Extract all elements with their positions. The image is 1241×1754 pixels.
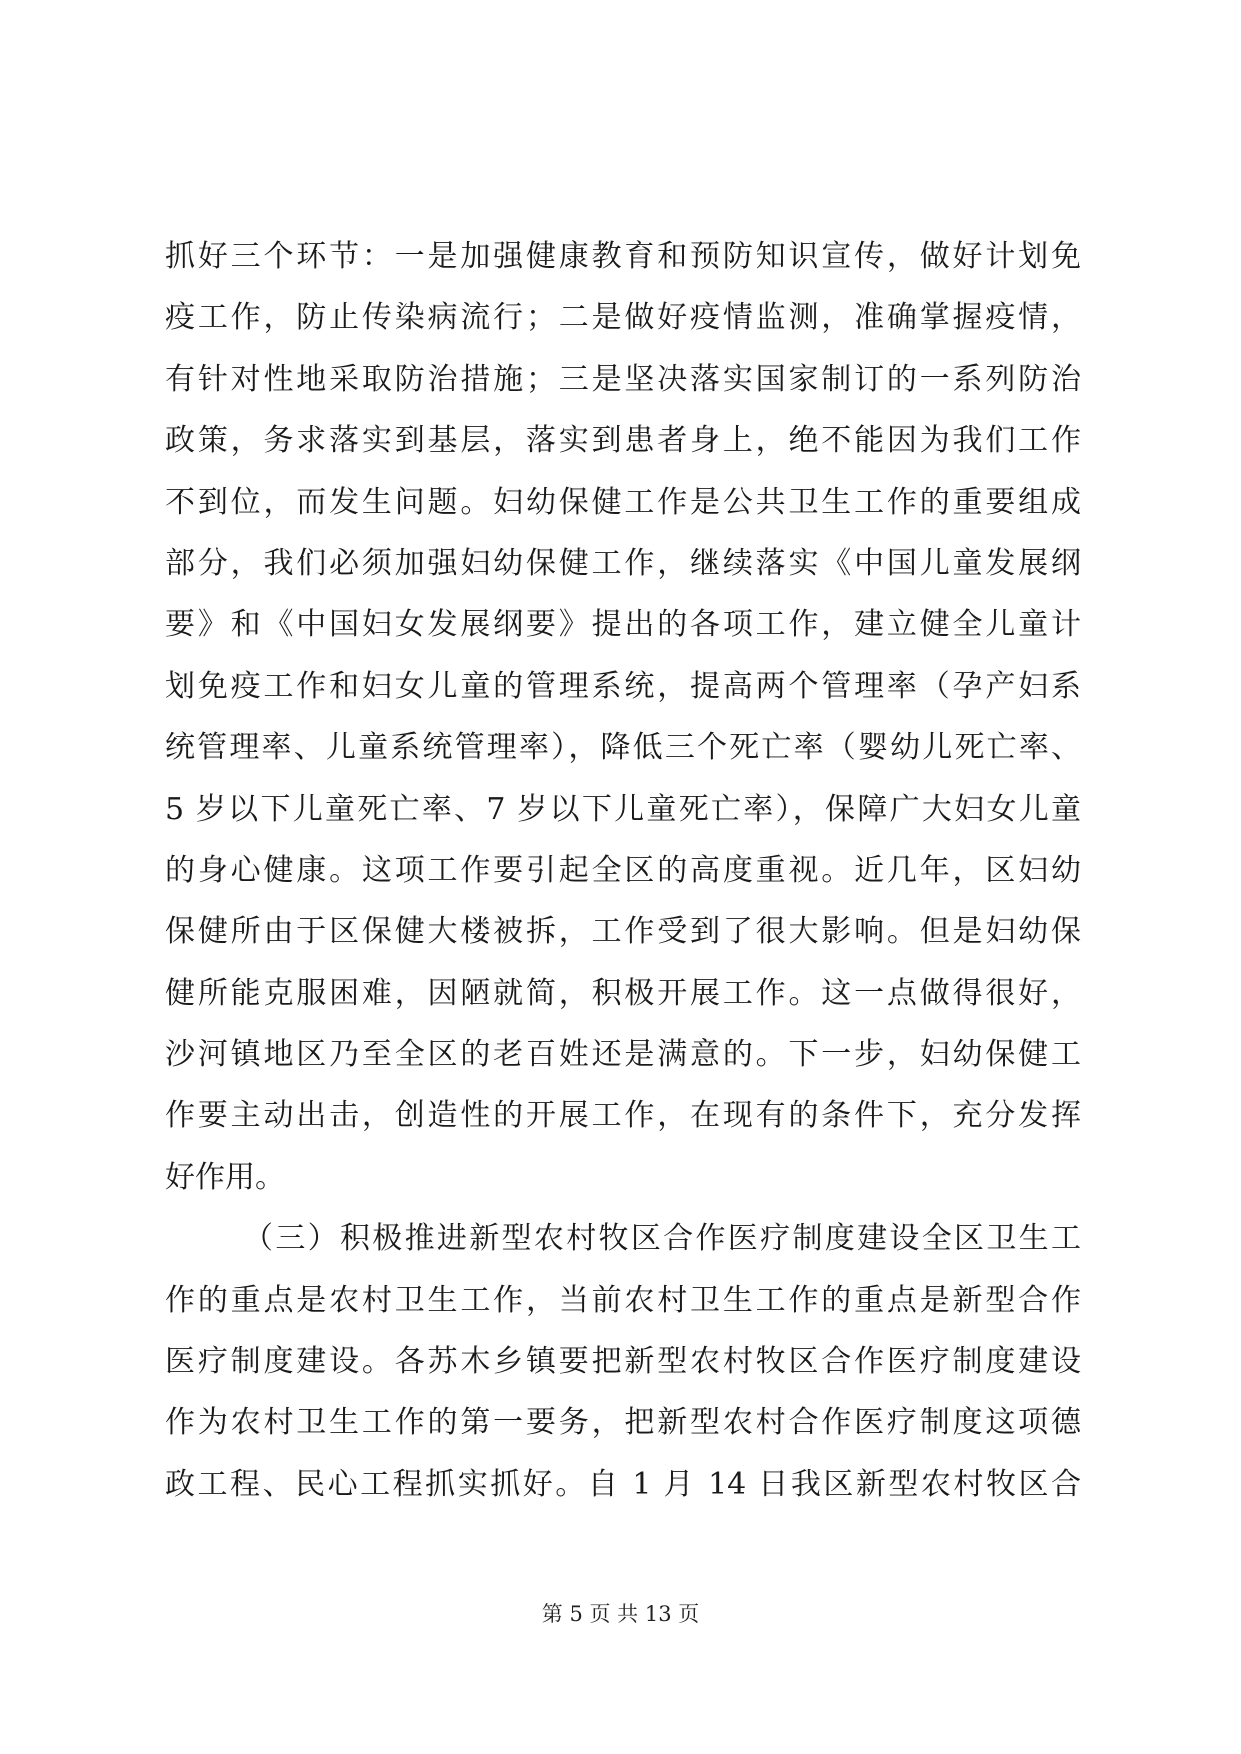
text-line: 作为农村卫生工作的第一要务，把新型农村合作医疗制度这项德 [165,1405,1081,1441]
page-number-footer: 第 5 页 共 13 页 [541,1602,700,1626]
text-line: 划免疫工作和妇女儿童的管理系统，提高两个管理率（孕产妇系 [165,668,1081,704]
text-line: 要》和《中国妇女发展纲要》提出的各项工作，建立健全儿童计 [165,607,1081,643]
text-line: 保健所由于区保健大楼被拆，工作受到了很大影响。但是妇幼保 [165,914,1081,950]
text-line: 统管理率、儿童系统管理率），降低三个死亡率（婴幼儿死亡率、 [165,730,1081,766]
text-line: 作的重点是农村卫生工作，当前农村卫生工作的重点是新型合作 [165,1282,1081,1318]
text-line: 不到位，而发生问题。妇幼保健工作是公共卫生工作的重要组成 [165,484,1081,520]
text-line: 部分，我们必须加强妇幼保健工作，继续落实《中国儿童发展纲 [165,545,1081,581]
body-text [165,226,1081,1515]
text-line: 医疗制度建设。各苏木乡镇要把新型农村牧区合作医疗制度建设 [165,1344,1081,1380]
text-line: 的身心健康。这项工作要引起全区的高度重视。近几年，区妇幼 [165,852,1081,888]
text-line: 作要主动出击，创造性的开展工作，在现有的条件下，充分发挥 [165,1098,1081,1134]
text-line: 沙河镇地区乃至全区的老百姓还是满意的。下一步，妇幼保健工 [165,1037,1081,1073]
text-line: 政策，务求落实到基层，落实到患者身上，绝不能因为我们工作 [165,423,1081,459]
text-line: 疫工作，防止传染病流行；二是做好疫情监测，准确掌握疫情， [165,300,1081,336]
text-line: 抓好三个环节：一是加强健康教育和预防知识宣传，做好计划免 [165,239,1081,274]
section-heading-line: （三）积极推进新型农村牧区合作医疗制度建设全区卫生工 [243,1221,1081,1257]
text-line: 有针对性地采取防治措施；三是坚决落实国家制订的一系列防治 [165,361,1081,397]
text-line: 好作用。 [165,1159,285,1195]
text-line: 健所能克服困难，因陋就简，积极开展工作。这一点做得很好， [165,975,1081,1011]
text-line: 政工程、民心工程抓实抓好。自 1 月 14 日我区新型农村牧区合 [165,1466,1081,1502]
text-line: 5 岁以下儿童死亡率、7 岁以下儿童死亡率），保障广大妇女儿童 [165,791,1081,827]
